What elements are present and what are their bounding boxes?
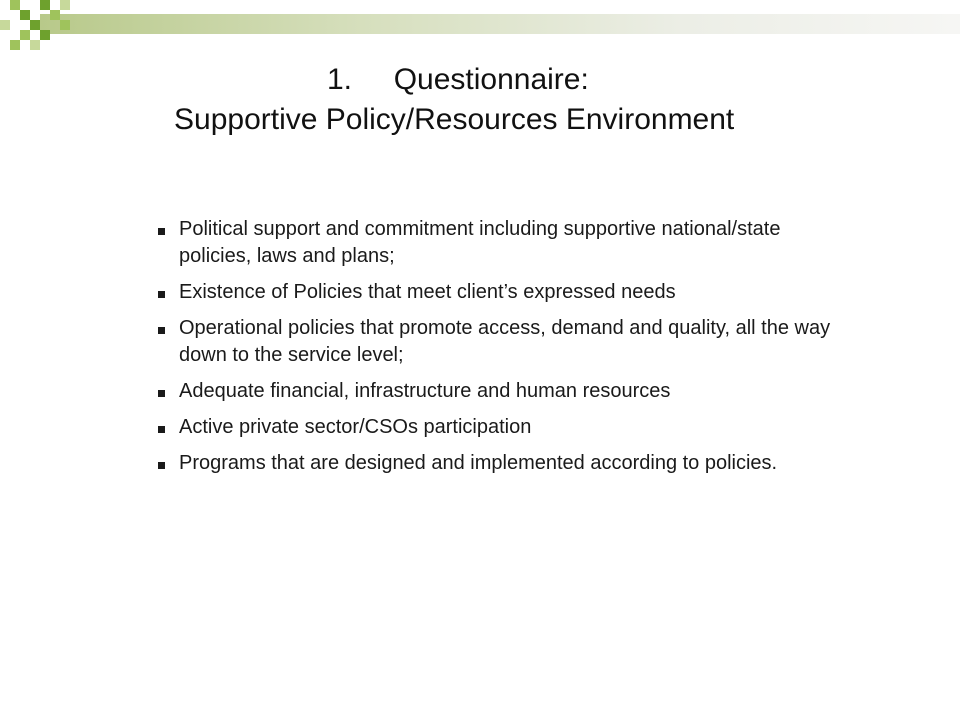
bullet-item bbox=[158, 450, 858, 477]
bullet-text: Operational policies that promote access, demand and quality, all the way down to the service level; bbox=[179, 317, 831, 366]
square-bullet-icon bbox=[158, 426, 165, 433]
checker-logo-decoration bbox=[0, 0, 80, 60]
slide-title bbox=[140, 60, 900, 140]
bullet-item bbox=[158, 378, 858, 405]
title-line-1: 1. Questionnaire: bbox=[327, 63, 589, 96]
bullet-text: Adequate financial, infrastructure and human resources bbox=[179, 380, 671, 402]
title-line-2: Supportive Policy/Resources Environment bbox=[174, 103, 735, 136]
bullet-text: Programs that are designed and implemented according to policies. bbox=[179, 452, 778, 474]
bullet-list bbox=[158, 216, 858, 486]
square-bullet-icon bbox=[158, 327, 165, 334]
bullet-item bbox=[158, 216, 858, 270]
bullet-item bbox=[158, 279, 858, 306]
bullet-text: Active private sector/CSOs participation bbox=[179, 416, 532, 438]
bullet-item bbox=[158, 315, 858, 369]
square-bullet-icon bbox=[158, 390, 165, 397]
square-bullet-icon bbox=[158, 291, 165, 298]
bullet-text: Existence of Policies that meet client’s expressed needs bbox=[179, 281, 676, 303]
bullet-text: Political support and commitment including supportive national/state policies, laws and plans; bbox=[179, 218, 781, 267]
header-gradient-bar bbox=[40, 14, 960, 34]
bullet-item bbox=[158, 414, 858, 441]
square-bullet-icon bbox=[158, 228, 165, 235]
square-bullet-icon bbox=[158, 462, 165, 469]
